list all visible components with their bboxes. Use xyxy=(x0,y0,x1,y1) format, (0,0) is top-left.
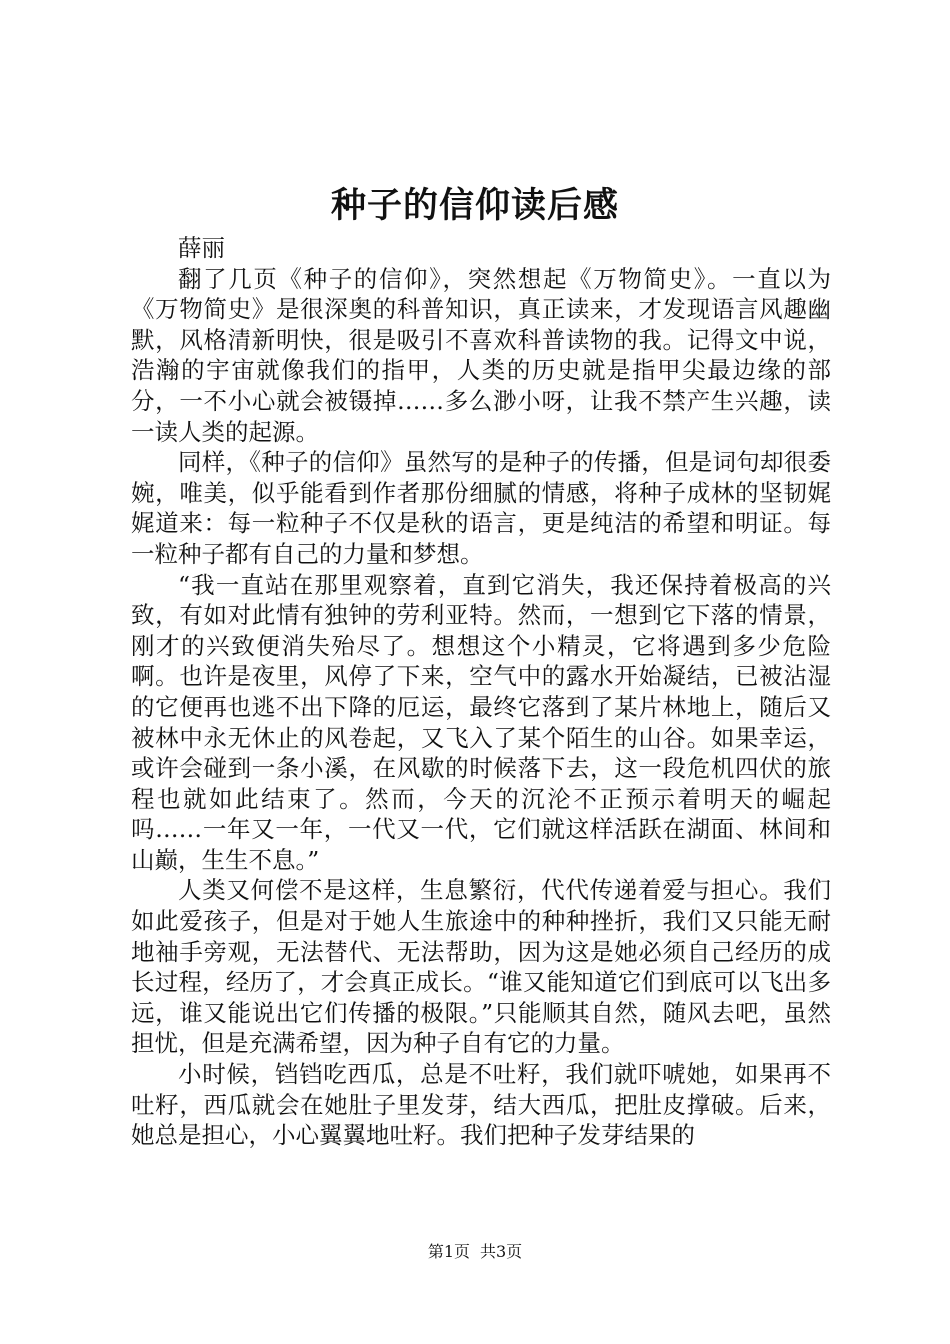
paragraph-1: 翻了几页《种子的信仰》，突然想起《万物简史》。一直以为《万物简史》是很深奥的科普知识，真正读来，才发现语言风趣幽默，风格清新明快，很是吸引不喜欢科普读物的我。记得文中说，浩瀚的宇宙就像我们的指甲，人类的历史就是指甲尖最边缘的部分，一不小心就会被镊掉……多么渺小呀，让我不禁产生兴趣，读一读人类的起源。 xyxy=(131,264,831,446)
author-name: 薛丽 xyxy=(178,234,225,262)
page-footer xyxy=(0,1241,950,1263)
page-total: 共3页 xyxy=(480,1242,523,1261)
paragraph-5: 小时候，铛铛吃西瓜，总是不吐籽，我们就吓唬她，如果再不吐籽，西瓜就会在她肚子里发芽，结大西瓜，把肚皮撑破。后来，她总是担心，小心翼翼地吐籽。我们把种子发芽结果的 xyxy=(131,1060,831,1150)
paragraph-2: 同样，《种子的信仰》虽然写的是种子的传播，但是词句却很委婉，唯美，似乎能看到作者那份细腻的情感，将种子成林的坚韧娓娓道来：每一粒种子不仅是秋的语言，更是纯洁的希望和明证。每一粒种子都有自己的力量和梦想。 xyxy=(131,448,831,568)
document-body xyxy=(131,233,831,1151)
page-number: 第1页 xyxy=(427,1242,470,1261)
paragraph-3-quote: “我一直站在那里观察着，直到它消失，我还保持着极高的兴致，有如对此情有独钟的劳利亚特。然而，一想到它下落的情景，刚才的兴致便消失殆尽了。想想这个小精灵，它将遇到多少危险啊。也许是夜里，风停了下来，空气中的露水开始凝结，已被沾湿的它便再也逃不出下降的厄运，最终它落到了某片林地上，随后又被林中永无休止的风卷起，又飞入了某个陌生的山谷。如果幸运，或许会碰到一条小溪，在风歇的时候落下去，这一段危机四伏的旅程也就如此结束了。然而，今天的沉沦不正预示着明天的崛起吗……一年又一年，一代又一代，它们就这样活跃在湖面、林间和山巅，生生不息。” xyxy=(131,570,831,874)
document-title: 种子的信仰读后感 xyxy=(330,185,619,226)
paragraph-4: 人类又何偿不是这样，生息繁衍，代代传递着爱与担心。我们如此爱孩子，但是对于她人生旅途中的种种挫折，我们又只能无耐地袖手旁观，无法替代、无法帮助，因为这是她必须自己经历的成长过程，经历了，才会真正成长。“谁又能知道它们到底可以飞出多远，谁又能说出它们传播的极限。”只能顺其自然，随风去吧，虽然担忧，但是充满希望，因为种子自有它的力量。 xyxy=(131,876,831,1058)
